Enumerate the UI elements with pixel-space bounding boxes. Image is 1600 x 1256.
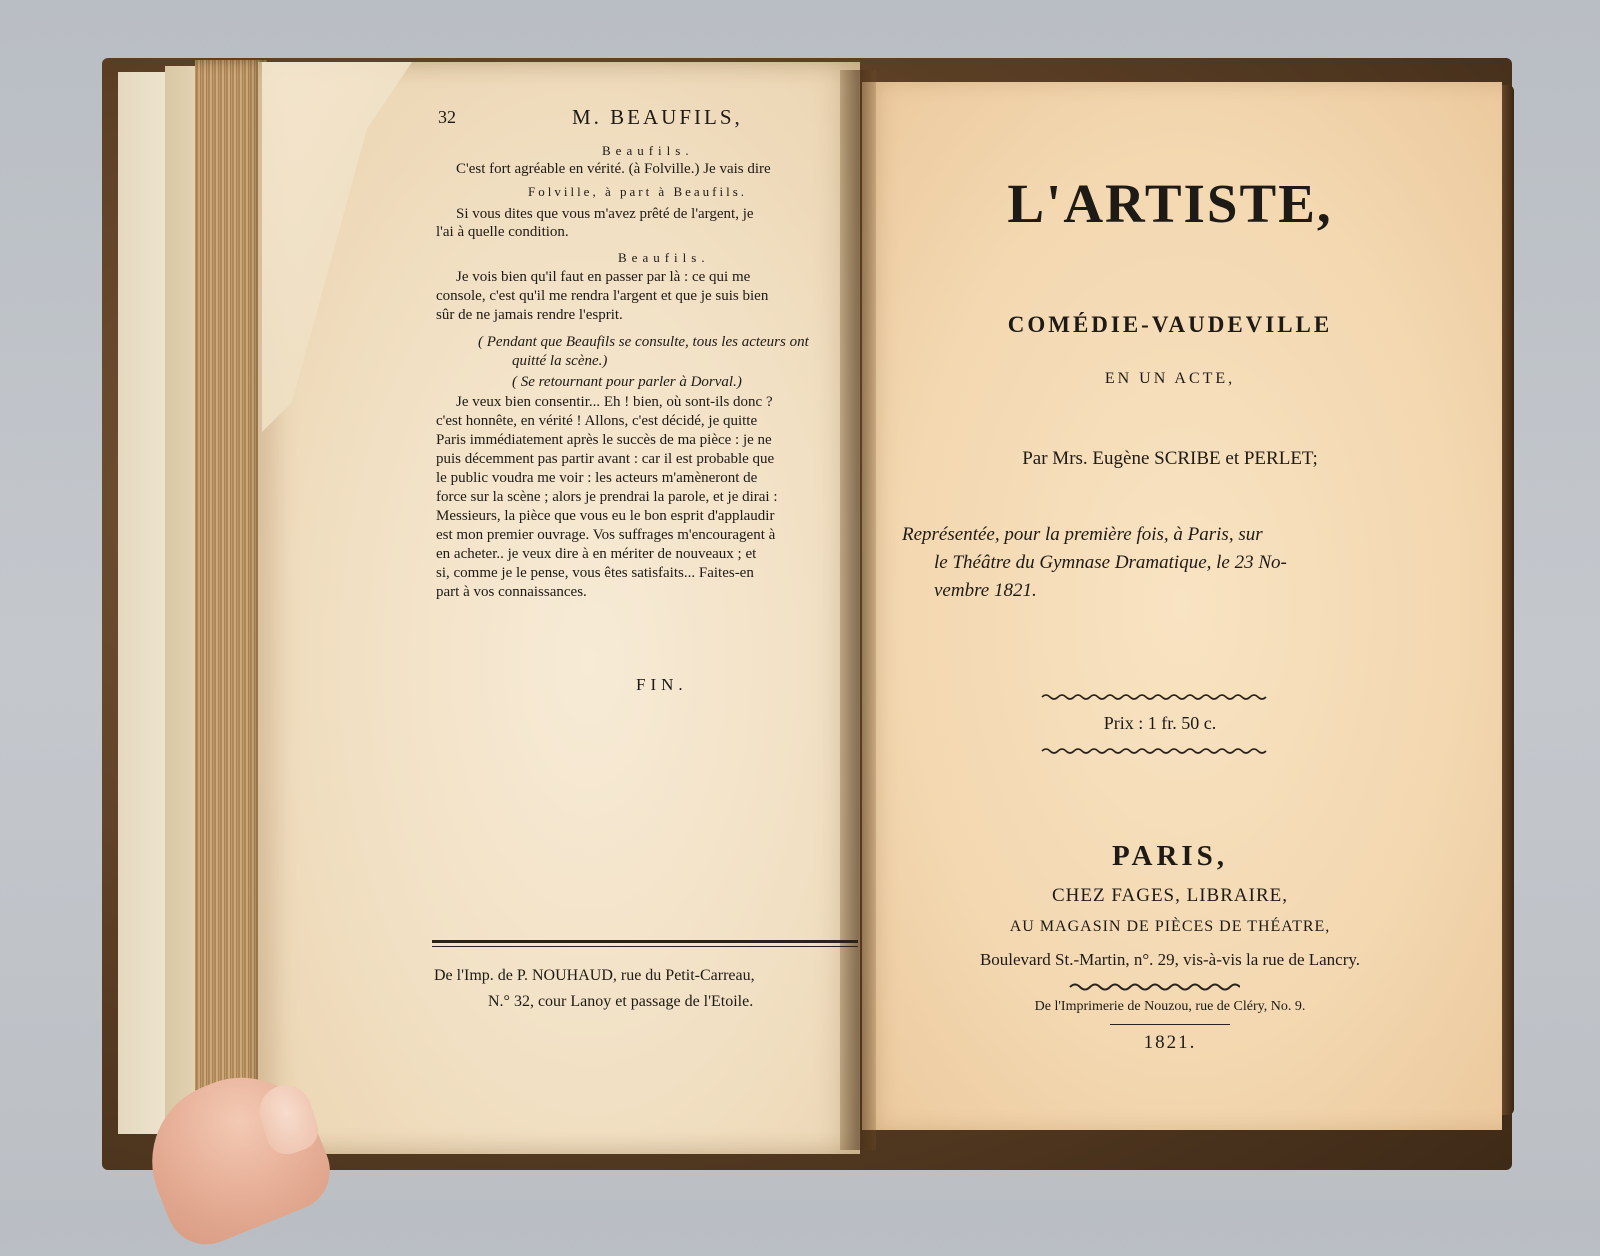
dialogue-line: part à vos connaissances. bbox=[436, 584, 587, 600]
book-gutter bbox=[840, 70, 876, 1150]
authors-line: Par Mrs. Eugène SCRIBE et PERLET; bbox=[1022, 448, 1318, 469]
ornamental-rule-wave bbox=[1068, 982, 1240, 992]
dialogue-line: force sur la scène ; alors je prendrai la parole, et je dirai : bbox=[436, 489, 778, 505]
book-subtitle: COMÉDIE-VAUDEVILLE bbox=[1007, 312, 1333, 337]
printer-imprint-right: De l'Imprimerie de Nouzou, rue de Cléry, No. 9. bbox=[1034, 999, 1306, 1014]
publisher-address: Boulevard St.-Martin, n°. 29, vis-à-vis la rue de Lancry. bbox=[979, 950, 1361, 969]
dialogue-line: en acheter.. je veux dire à en mériter de nouveaux ; et bbox=[436, 546, 757, 562]
running-head: M. BEAUFILS, bbox=[572, 105, 743, 129]
ornamental-rule-bottom bbox=[1040, 746, 1272, 756]
dialogue-line: C'est fort agréable en vérité. (à Folville.) Je vais dire bbox=[456, 161, 771, 177]
ornamental-rule-top bbox=[1040, 692, 1272, 702]
dialogue-line: si, comme je le pense, vous êtes satisfaits... Faites-en bbox=[436, 565, 754, 581]
dialogue-line: c'est honnête, en vérité ! Allons, c'est décidé, je quitte bbox=[436, 413, 758, 429]
dialogue-line: console, c'est qu'il me rendra l'argent et que je suis bien bbox=[436, 288, 769, 304]
book-title: L'ARTISTE, bbox=[1007, 173, 1333, 234]
dialogue-line: le public voudra me voir : les acteurs m'amèneront de bbox=[436, 470, 758, 486]
dialogue-line: Je vois bien qu'il faut en passer par là : ce qui me bbox=[456, 269, 751, 285]
dialogue-line: Messieurs, la pièce que vous eu le bon esprit d'applaudir bbox=[436, 508, 775, 524]
dialogue-line: Si vous dites que vous m'avez prêté de l'argent, je bbox=[456, 206, 754, 222]
imprint-rule-thin bbox=[432, 946, 858, 947]
dialogue-line: puis décemment pas partir avant : car il est probable que bbox=[436, 451, 775, 467]
stage-direction: ( Se retournant pour parler à Dorval.) bbox=[512, 374, 742, 390]
publication-year: 1821. bbox=[1143, 1032, 1197, 1053]
dialogue-line: sûr de ne jamais rendre l'esprit. bbox=[436, 307, 623, 323]
dialogue-line: Je veux bien consentir... Eh ! bien, où sont-ils donc ? bbox=[456, 394, 773, 410]
dialogue-line: l'ai à quelle condition. bbox=[436, 224, 569, 240]
speaker-name: Beaufils. bbox=[618, 250, 710, 265]
cover-edge bbox=[1500, 85, 1514, 1115]
fin-marker: FIN. bbox=[636, 675, 688, 694]
stage-direction: quitté la scène.) bbox=[512, 353, 608, 369]
dialogue-line: est mon premier ouvrage. Vos suffrages m'encouragent à bbox=[436, 527, 776, 543]
speaker-name: Beaufils. bbox=[602, 143, 694, 158]
dialogue-line: Paris immédiatement après le succès de ma pièce : je ne bbox=[436, 432, 772, 448]
publisher-name: CHEZ FAGES, LIBRAIRE, bbox=[1052, 885, 1288, 906]
performance-note: le Théâtre du Gymnase Dramatique, le 23 No- bbox=[934, 552, 1287, 573]
imprint-rule-thick bbox=[432, 940, 858, 943]
performance-note: Représentée, pour la première fois, à Paris, sur bbox=[902, 524, 1263, 545]
printer-imprint: De l'Imp. de P. NOUHAUD, rue du Petit-Carreau, bbox=[434, 967, 755, 984]
performance-note: vembre 1821. bbox=[934, 580, 1037, 601]
page-number: 32 bbox=[438, 107, 456, 127]
price-label: Prix : 1 fr. 50 c. bbox=[1103, 713, 1217, 733]
city-name: PARIS, bbox=[1111, 840, 1229, 872]
printer-imprint: N.° 32, cour Lanoy et passage de l'Etoile. bbox=[488, 993, 754, 1010]
speaker-name: Folville, à part à Beaufils. bbox=[528, 184, 748, 199]
acts-line: EN UN ACTE, bbox=[1104, 370, 1236, 387]
year-rule bbox=[1110, 1024, 1230, 1025]
publisher-shop: AU MAGASIN DE PIÈCES DE THÉATRE, bbox=[1009, 918, 1331, 935]
page-block-edges bbox=[195, 60, 267, 1140]
stage-direction: ( Pendant que Beaufils se consulte, tous les acteurs ont bbox=[478, 334, 809, 350]
